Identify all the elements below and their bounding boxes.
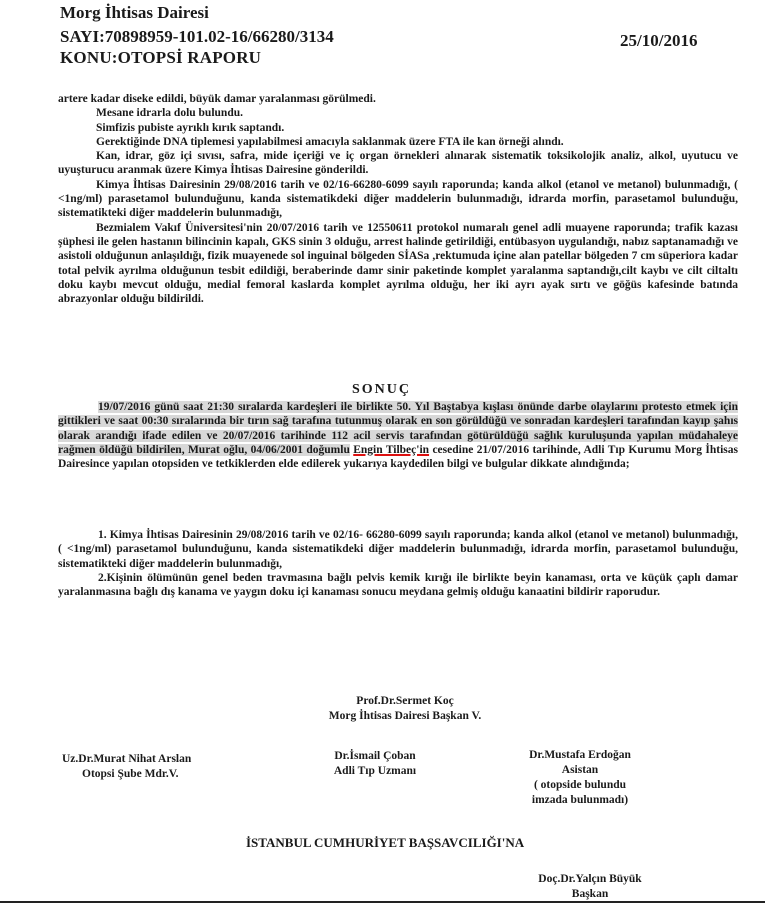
- finding-paragraph: artere kadar diseke edildi, büyük damar yaralanması görülmedi.: [58, 93, 376, 105]
- toxicology-paragraph: Kimya İhtisas Dairesinin 29/08/2016 tarih ve 02/16-66280-6099 sayılı raporunda; kanda alkol (etanol ve metanol) bulunmadığı, ( <1ng/ml) parasetamol bulunduğunu, kanda sistematikdeki diğer maddelerin bulunmadığı, idrarda morfin, parasetamol bulunduğu, sistematikteki diğer maddelerin bulunmadığı,: [58, 178, 738, 220]
- conclusion-section: [58, 400, 738, 471]
- signer-name: Dr.Mustafa Erdoğan: [529, 749, 631, 761]
- signer-title: Başkan: [571, 888, 609, 900]
- signer-name: Prof.Dr.Sermet Koç: [356, 695, 454, 707]
- finding-paragraph: Simfizis pubiste ayrıklı kırık saptandı.: [96, 121, 285, 134]
- subject-line: KONU:OTOPSİ RAPORU: [60, 48, 262, 67]
- addressee: İSTANBUL CUMHURİYET BAŞSAVCILIĞI'NA: [246, 835, 525, 850]
- signer-name: Dr.İsmail Çoban: [334, 750, 416, 762]
- signature-right: [505, 748, 655, 808]
- finding-paragraph: Mesane idrarla dolu bulundu.: [96, 107, 243, 120]
- highlighted-text: 19/07/2016 günü saat 21:30 sıralarda kardeşleri ile birlikte 50. Yıl Baştabya kışlası önünde darbe olaylarını protesto etmek için gittikleri ve saat 00:30 sıralarında bir tırın sağ tarafına tutunmuş olarak en son görüldüğü ve sonradan kardeşleri tarafından kayıp şahıs olarak arandığı ifade edilen ve 20/07/2016 tarihinde 112 acil servis tarafından götürüldüğü sağlık kuruluşunda yapılan müdahaleye rağmen öldüğü bildirilen, Murat oğlu, 04/06/2001 doğumlu: [58, 401, 738, 456]
- signer-note: imzada bulunmadı): [531, 794, 629, 806]
- signature-left: [62, 752, 262, 782]
- signer-title: Morg İhtisas Dairesi Başkan V.: [328, 710, 482, 722]
- signer-title: Otopsi Şube Mdr.V.: [82, 768, 179, 780]
- conclusion-paragraph: [58, 400, 738, 471]
- finding-paragraph: Gerektiğinde DNA tiplemesi yapılabilmesi amacıyla saklanmak üzere FTA ile kan örneği alındı.: [96, 135, 564, 148]
- department-name: Morg İhtisas Dairesi: [60, 3, 209, 22]
- signer-note: ( otopside bulundu: [533, 779, 627, 791]
- signer-title: Adli Tıp Uzmanı: [333, 765, 417, 777]
- conclusion-item-1: 1. Kimya İhtisas Dairesinin 29/08/2016 tarih ve 02/16- 66280-6099 sayılı raporunda; kanda alkol (etanol ve metanol) bulunmadığı, ( <1ng/ml) parasetamol bulunduğunu, kanda sistematikdeki diğer maddelerin bulunmadığı, idrarda morfin, parasetamol bulunduğu, sistematikteki diğer maddelerin bulunmadığı,: [58, 529, 738, 570]
- signer-name: Uz.Dr.Murat Nihat Arslan: [62, 753, 192, 765]
- signature-main: [290, 694, 520, 724]
- findings-section: [58, 92, 738, 306]
- finding-paragraph: Kan, idrar, göz içi sıvısı, safra, mide içeriği ve iç organ örnekleri alınarak sistematik toksikolojik analiz, alkol, uyutucu ve uyuşturucu aranmak üzere Kimya İhtisas Dairesine gönderildi.: [58, 150, 738, 177]
- hospital-report-paragraph: Bezmialem Vakıf Üniversitesi'nin 20/07/2016 tarih ve 12550611 protokol numaralı genel adli muayene raporunda; trafik kazası şüphesi ile gelen hastanın bilincinin kapalı, GKS sinin 3 olduğu, arrest halinde getirildiği, entübasyon uygulandığı, nabız saptanamadığı ve asistoli olduğunun anlaşıldığı, fizik muayenede sol inguinal bölgeden SİASa ,rektumuda içine alan patellar bölgeden 7 cm süperiora kadar total pelvik ayrılma olduğunun tesbit edildiği, beraberinde damr sinir paketinde komplet yaralanma saptandığı,cilt kaybı ve cilt ciltaltı doku kaybı mevcut olduğu, medial femoral kaslarda komplet ayrılma olduğu, her iki ayrı ayak sırtı ve göğüs kafesinde batında abrazyonlar olduğu bildirildi.: [58, 221, 738, 306]
- signature-middle: [300, 749, 450, 779]
- conclusion-rest: cesedine 21/07/2016 tarihinde, Adli Tıp Kurumu Morg İhtisas Dairesince yapılan otopsiden ve tetkiklerden elde edilerek yukarıya kaydedilen bilgi ve bulgular dikkate alındığında;: [58, 443, 739, 471]
- report-date: 25/10/2016: [620, 31, 698, 50]
- conclusion-heading: SONUÇ: [352, 382, 412, 397]
- signer-title: Asistan: [561, 764, 599, 776]
- conclusion-item-2: 2.Kişinin ölümünün genel beden travmasına bağlı pelvis kemik kırığı ile birlikte beyin kanaması, orta ve küçük çaplı damar yaralanmasına bağlı dış kanama ve yaygın doku içi kanaması sonucu meydana gelmiş olduğu kanaatini bildirir raporudur.: [58, 571, 738, 599]
- conclusion-items: [58, 528, 738, 599]
- signature-bottom: [510, 872, 670, 902]
- deceased-name: Engin Tilbeç'in: [353, 443, 430, 456]
- reference-number: SAYI:70898959-101.02-16/66280/3134: [60, 27, 334, 46]
- signer-name: Doç.Dr.Yalçın Büyük: [538, 873, 642, 885]
